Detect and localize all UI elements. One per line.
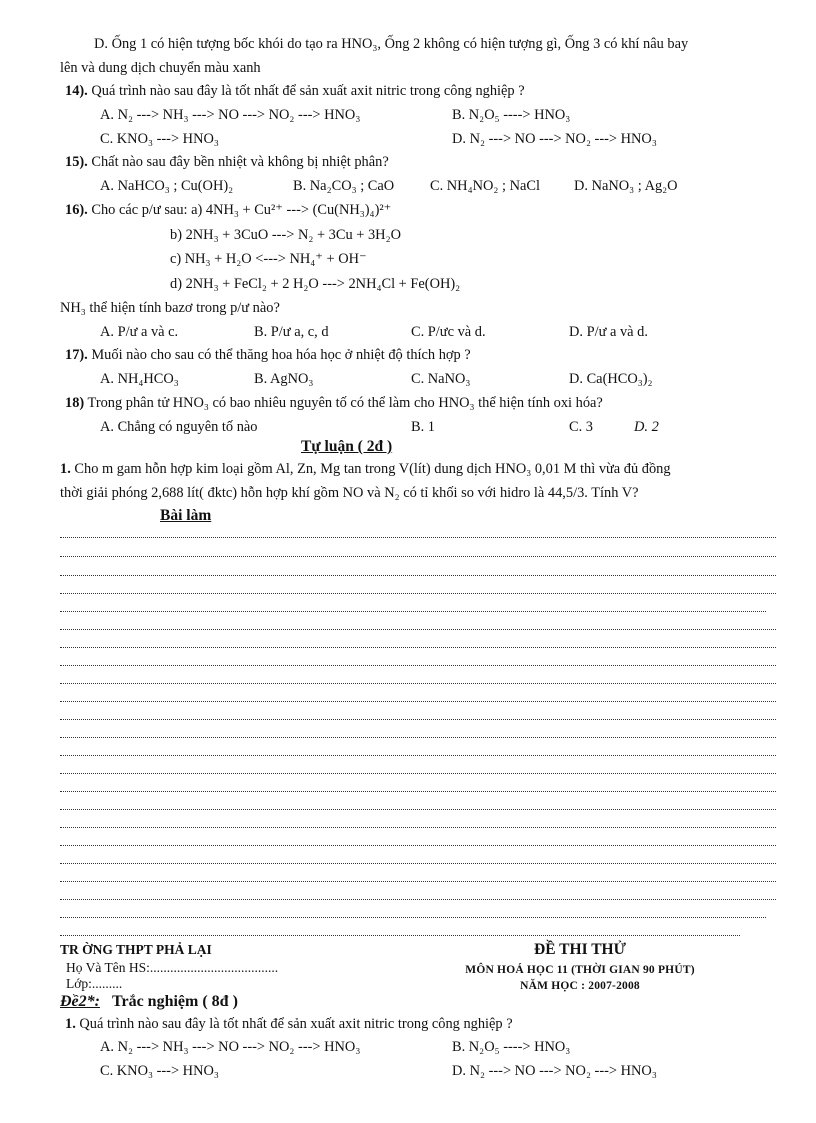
student-name-label: Họ Và Tên HS:	[66, 960, 150, 975]
answer-line[interactable]	[60, 935, 740, 936]
next-q1-option-d: D. N₂ ---> NO ---> NO₂ ---> HNO₃	[452, 1063, 657, 1079]
q16-reaction-c: c) NH₃ + H₂O <---> NH₄⁺ + OH⁻	[170, 251, 367, 267]
answer-line[interactable]	[60, 827, 776, 828]
answer-line[interactable]	[60, 683, 776, 684]
school-name: TR ỜNG THPT PHẢ LẠI	[60, 942, 212, 957]
exam-code-row	[60, 993, 238, 1011]
answer-line[interactable]	[60, 791, 776, 792]
q17-stem	[65, 346, 471, 364]
q13-option-d-line2: lên và dung dịch chuyển màu xanh	[60, 60, 261, 76]
q14-text: Quá trình nào sau đây là tốt nhất để sản xuất axit nitric trong công nghiệp ?	[91, 83, 525, 99]
q18-option-a: A. Chẳng có nguyên tố nào	[100, 419, 258, 435]
answer-line[interactable]	[60, 719, 776, 720]
answer-line[interactable]	[60, 737, 776, 738]
q18-option-c: C. 3	[569, 419, 593, 435]
q15-option-c: C. NH₄NO₂ ; NaCl	[430, 178, 540, 194]
q15-option-b: B. Na₂CO₃ ; CaO	[293, 178, 395, 194]
answer-line[interactable]	[60, 701, 776, 702]
q14-option-d: D. N₂ ---> NO ---> NO₂ ---> HNO₃	[452, 131, 657, 147]
next-q1-option-b: B. N₂O₅ ----> HNO₃	[452, 1039, 571, 1055]
q17-option-b: B. AgNO₃	[254, 371, 314, 387]
q18-stem	[65, 394, 603, 412]
answer-line[interactable]	[60, 575, 776, 576]
q16-option-d: D. P/ư a và d.	[569, 324, 648, 340]
q17-option-a: A. NH₄HCO₃	[100, 371, 179, 387]
answer-line[interactable]	[60, 556, 776, 557]
essay-number: 1.	[60, 461, 71, 477]
student-name-field[interactable]: ......................................	[149, 960, 279, 975]
q16-option-b: B. P/ư a, c, d	[254, 324, 329, 340]
next-q1-stem	[65, 1015, 513, 1033]
q17-text: Muối nào cho sau có thể thăng hoa hóa học ở nhiệt độ thích hợp ?	[91, 347, 471, 363]
essay-heading: Tự luận ( 2đ )	[301, 438, 393, 455]
exam-title: ĐỀ THI THỬ	[534, 941, 626, 958]
q15-stem	[65, 153, 389, 171]
answer-line[interactable]	[60, 647, 776, 648]
q14-option-c: C. KNO₃ ---> HNO₃	[100, 131, 219, 147]
next-q1-number: 1.	[65, 1016, 76, 1032]
answer-line[interactable]	[60, 537, 776, 538]
answer-line[interactable]	[60, 611, 766, 612]
q18-option-d: D. 2	[634, 419, 659, 435]
answer-line[interactable]	[60, 917, 766, 918]
q17-number: 17).	[65, 347, 88, 363]
answer-line[interactable]	[60, 881, 776, 882]
q16-option-c: C. P/ưc và d.	[411, 324, 486, 340]
answer-line[interactable]	[60, 629, 776, 630]
answer-line[interactable]	[60, 899, 776, 900]
q13-option-d-line1: D. Ống 1 có hiện tượng bốc khói do tạo ra HNO₃, Ống 2 không có hiện tượng gì, Ống 3 có khí nâu bay	[94, 36, 689, 52]
q17-option-d: D. Ca(HCO₃)₂	[569, 371, 653, 387]
answer-line[interactable]	[60, 845, 776, 846]
q18-option-b: B. 1	[411, 419, 435, 435]
q14-option-b: B. N₂O₅ ----> HNO₃	[452, 107, 571, 123]
q15-option-d: D. NaNO₃ ; Ag₂O	[574, 178, 678, 194]
q16-reaction-d: d) 2NH₃ + FeCl₂ + 2 H₂O ---> 2NH₄Cl + Fe(OH)₂	[170, 276, 461, 292]
exam-code: Đề2*:	[60, 993, 100, 1010]
class-label: Lớp:	[66, 976, 92, 991]
q18-number: 18)	[65, 395, 85, 411]
q16-stem	[65, 201, 391, 219]
q15-option-a: A. NaHCO₃ ; Cu(OH)₂	[100, 178, 234, 194]
next-q1-option-a: A. N₂ ---> NH₃ ---> NO ---> NO₂ ---> HNO₃	[100, 1039, 361, 1055]
q14-stem	[65, 82, 525, 100]
q16-reaction-a: Cho các p/ư sau: a) 4NH₃ + Cu²⁺ ---> (Cu(NH₃)₄)²⁺	[91, 202, 392, 218]
essay-problem-text: Cho m gam hỗn hợp kim loại gồm Al, Zn, Mg tan trong V(lít) dung dịch HNO₃ 0,01 M thì vừa đủ đồng	[74, 461, 671, 477]
answer-line[interactable]	[60, 773, 776, 774]
next-q1-option-c: C. KNO₃ ---> HNO₃	[100, 1063, 219, 1079]
q14-option-a: A. N₂ ---> NH₃ ---> NO ---> NO₂ ---> HNO₃	[100, 107, 361, 123]
answer-line[interactable]	[60, 665, 776, 666]
essay-problem-line2: thời giải phóng 2,688 lít( đktc) hỗn hợp khí gồm NO và N₂ có tỉ khối so với hidro là 44,5/3. Tính V?	[60, 485, 639, 501]
essay-problem-line1	[60, 460, 671, 478]
q17-option-c: C. NaNO₃	[411, 371, 471, 387]
multiple-choice-heading: Trắc nghiệm ( 8đ )	[111, 993, 238, 1010]
q18-text: Trong phân tử HNO₃ có bao nhiêu nguyên tố có thể làm cho HNO₃ thể hiện tính oxi hóa?	[87, 395, 603, 411]
q16-option-a: A. P/ư a và c.	[100, 324, 179, 340]
exam-subject-line: MÔN HOÁ HỌC 11 (THỜI GIAN 90 PHÚT)	[465, 964, 695, 976]
answer-line[interactable]	[60, 755, 776, 756]
q16-reaction-b: b) 2NH₃ + 3CuO ---> N₂ + 3Cu + 3H₂O	[170, 227, 401, 243]
answer-line[interactable]	[60, 863, 776, 864]
answer-line[interactable]	[60, 593, 776, 594]
q16-question: NH₃ thể hiện tính bazơ trong p/ư nào?	[60, 300, 280, 316]
q15-text: Chất nào sau đây bền nhiệt và không bị nhiệt phân?	[91, 154, 389, 170]
next-q1-text: Quá trình nào sau đây là tốt nhất để sản xuất axit nitric trong công nghiệp ?	[79, 1016, 513, 1032]
answer-heading: Bài làm	[160, 507, 212, 524]
q14-number: 14).	[65, 83, 88, 99]
exam-year-line: NĂM HỌC : 2007-2008	[520, 980, 640, 992]
answer-line[interactable]	[60, 809, 776, 810]
q15-number: 15).	[65, 154, 88, 170]
q16-number: 16).	[65, 202, 88, 218]
class-field[interactable]: .........	[91, 976, 123, 991]
